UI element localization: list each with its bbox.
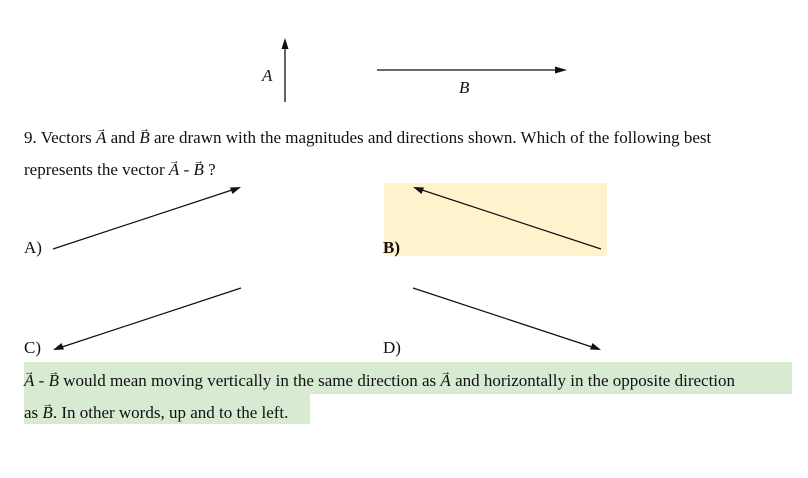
question-expr-minus: - [183, 160, 190, 179]
explanation-line-1-vec: → A [440, 371, 450, 391]
top-figure [0, 0, 808, 110]
question-vec-b: → B [139, 128, 149, 148]
question-vec-a: → A [96, 128, 106, 148]
vector-b-label: B [459, 78, 470, 97]
explanation-line-2-tail: . In other words, up and to the left. [52, 403, 289, 422]
option-d[interactable] [380, 282, 620, 362]
question-expr-vec-a: → A [169, 160, 179, 180]
question-and: and [110, 128, 136, 147]
option-d-label: D) [383, 338, 401, 357]
option-d-arrow [380, 282, 620, 362]
question-line-1 [24, 128, 711, 148]
question-expr-suffix: ? [208, 160, 216, 179]
option-b-label: B) [383, 238, 400, 257]
option-c-label: C) [24, 338, 41, 357]
explanation-line-1-text: would mean moving vertically in the same direction as [63, 371, 437, 390]
question-rest-line-1: are drawn with the magnitudes and directions shown. Which of the following best [154, 128, 712, 147]
question-expr-vec-b: → B [193, 160, 203, 180]
option-a[interactable] [20, 180, 260, 260]
explanation-vec-a: → A [24, 371, 34, 391]
question-prefix: Vectors [40, 128, 92, 147]
option-a-arrow [20, 180, 260, 260]
explanation-line-2 [24, 403, 288, 423]
question-line-2-prefix: represents the vector [24, 160, 165, 179]
explanation-vec-b: → B [49, 371, 59, 391]
explanation-minus: - [38, 371, 45, 390]
option-a-label: A) [24, 238, 42, 257]
question-number: 9. [24, 128, 37, 147]
explanation-line-2-vec: → B [42, 403, 52, 423]
explanation-line-1-tail: and horizontally in the opposite direction [455, 371, 736, 390]
question-line-2 [24, 160, 216, 180]
explanation-line-2-prefix: as [24, 403, 39, 422]
vector-b-arrow [0, 0, 808, 110]
explanation-line-1 [24, 371, 735, 391]
vector-a-label: A [262, 66, 273, 85]
option-b-arrow [380, 180, 620, 260]
option-b[interactable] [380, 180, 620, 260]
option-c-arrow [20, 282, 260, 362]
option-c[interactable] [20, 282, 260, 362]
